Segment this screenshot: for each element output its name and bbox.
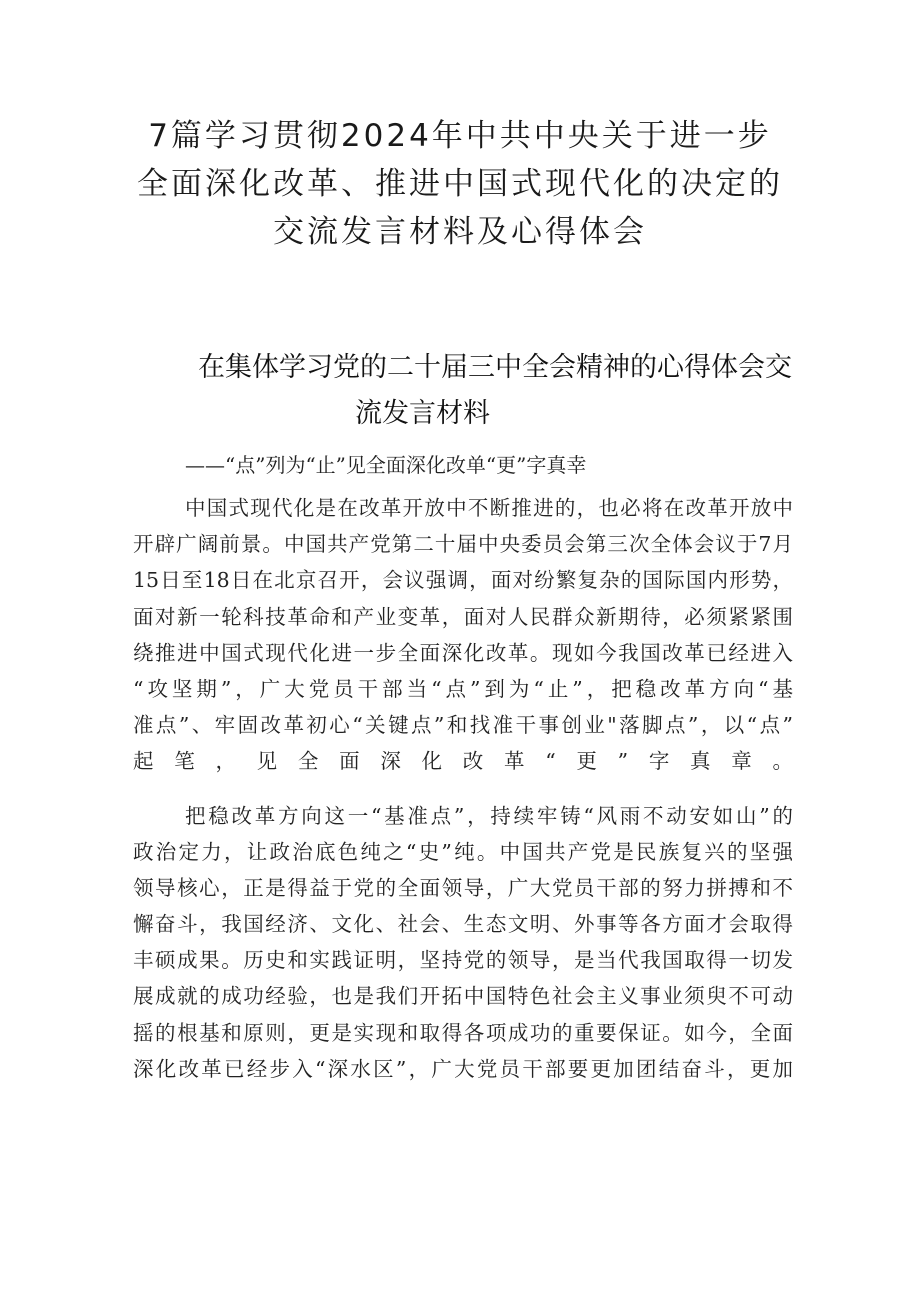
document-title-line-1: 7篇学习贯彻2024年中共中央关于进一步 bbox=[148, 118, 772, 154]
document-title-line-3: 交流发言材料及心得体会 bbox=[273, 214, 647, 250]
article-title-line-1: 在集体学习党的二十届三中全会精神的心得体会交 bbox=[198, 352, 792, 383]
paragraph-line: 准点”、牢固改革初心“关键点”和找准干事创业"落脚点”，以“点” bbox=[133, 713, 793, 738]
paragraph-line: “攻坚期”，广大党员干部当“点”到为“止”，把稳改革方向“基 bbox=[133, 676, 793, 701]
paragraph-line: 起笔，见全面深化改革“更”字真章。 bbox=[133, 749, 793, 774]
paragraph-line: 展成就的成功经验，也是我们开拓中国特色社会主义事业须臾不可动 bbox=[133, 984, 793, 1009]
paragraph-line: 政治定力，让政治底色纯之“史”纯。中国共产党是民族复兴的坚强 bbox=[133, 839, 793, 864]
paragraph-line: 面对新一轮科技革命和产业变革，面对人民群众新期待，必须紧紧围 bbox=[133, 604, 793, 629]
article-body bbox=[133, 490, 793, 1087]
paragraph-line: 摇的根基和原则，更是实现和取得各项成功的重要保证。如今，全面 bbox=[133, 1020, 793, 1045]
paragraph-line: 丰硕成果。历史和实践证明，坚持党的领导，是当代我国取得一切发 bbox=[133, 948, 793, 973]
paragraph-1 bbox=[133, 490, 793, 780]
paragraph-line: 开辟广阔前景。中国共产党第二十届中央委员会第三次全体会议于7月 bbox=[133, 532, 793, 557]
document-title-line-2: 全面深化改革、推进中国式现代化的决定的 bbox=[137, 166, 783, 202]
paragraph-2 bbox=[133, 798, 793, 1088]
article-byline: ——“点”列为“止”见全面深化改单“更”字真幸 bbox=[185, 453, 587, 477]
paragraph-line: 中国式现代化是在改革开放中不断推进的，也必将在改革开放中 bbox=[185, 496, 793, 520]
paragraph-line: 把稳改革方向这一“基准点”，持续牢铸“风雨不动安如山”的 bbox=[185, 803, 793, 828]
paragraph-line: 懈奋斗，我国经济、文化、社会、生态文明、外事等各方面才会取得 bbox=[133, 912, 793, 937]
paragraph-line: 领导核心，正是得益于党的全面领导，广大党员干部的努力拼搏和不 bbox=[133, 875, 793, 900]
paragraph-line: 深化改革已经步入“深水区”，广大党员干部要更加团结奋斗，更加 bbox=[133, 1056, 793, 1081]
document-title bbox=[0, 112, 920, 256]
paragraph-line: 绕推进中国式现代化进一步全面深化改革。现如今我国改革已经进入 bbox=[133, 640, 793, 665]
paragraph-line: 15日至18日在北京召开，会议强调，面对纷繁复杂的国际国内形势， bbox=[133, 568, 793, 593]
article-title-line-2: 流发言材料 bbox=[355, 398, 490, 429]
